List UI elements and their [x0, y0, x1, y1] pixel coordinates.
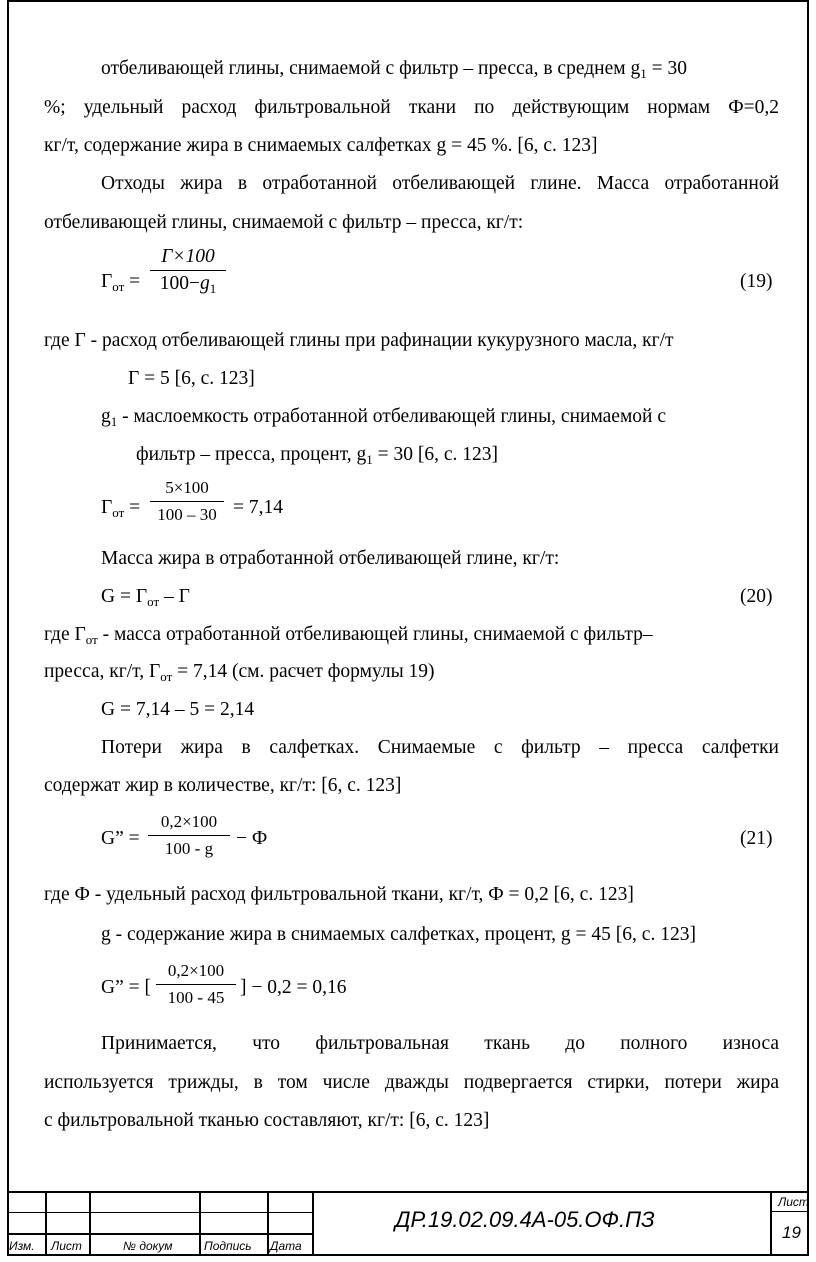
formula-19-number: (19) [740, 271, 773, 292]
def-G-line1: где Г - расход отбеливающей глины при рафинации кукурузного масла, кг/т [44, 330, 674, 351]
p2-line1: Отходы жира в отработанной отбеливающей глине. Масса отработанной [101, 173, 779, 194]
p5-line2: используется трижды, в том числе дважды подвергается стирки, потери жира [44, 1072, 779, 1093]
def-Got-line1: где $Г_{от}$ - масса отработанной отбеливающей глины, снимаемой с фильтр– [44, 624, 653, 647]
calc-19-fraction: 5×100 100 – 30 [150, 475, 224, 528]
sheet-number: 19 [782, 1223, 801, 1242]
formula-21-lhs: G” = [101, 828, 140, 849]
calc-21-fraction: 0,2×100 100 - 45 [156, 958, 236, 1011]
formula-21-number: (21) [740, 828, 773, 849]
p1-line2: %; удельный расход фильтровальной ткани по действующим нормам Ф=0,2 [44, 97, 779, 118]
def-g1-line2: фильтр – пресса, процент, $g_1 = 30$ [6, с. 123] [136, 444, 499, 467]
p1-line3: кг/т, содержание жира в снимаемых салфетках g = 45 %. [6, с. 123] [44, 135, 598, 156]
def-g1-line1: $g_1$ - маслоемкость отработанной отбеливающей глины, снимаемой с [101, 406, 667, 429]
calc-19-lhs: $Г_{от}$ = [101, 497, 141, 520]
p5-line3: с фильтровальной тканью составляют, кг/т: [6, с. 123] [44, 1110, 490, 1131]
p2-line2: отбеливающей глины, снимаемой с фильтр – пресса, кг/т: [44, 212, 524, 233]
p3: Масса жира в отработанной отбеливающей глине, кг/т: [101, 548, 560, 569]
formula-21-fraction: 0,2×100 100 - g [148, 809, 230, 862]
stamp-col-izm: Изм. [9, 1239, 35, 1253]
calc-20: G = 7,14 – 5 = 2,14 [101, 699, 255, 720]
title-block [7, 1191, 809, 1256]
formula-20-number: (20) [740, 586, 773, 607]
calc-19-result: = 7,14 [233, 497, 283, 518]
formula-19-fraction: Г×100 $100-g_1$ [150, 244, 226, 302]
def-Got-line2: пресса, кг/т, $Г_{от} = 7,14$ (см. расчет формулы 19) [44, 661, 435, 684]
document-code: ДР.19.02.09.4А-05.ОФ.ПЗ [395, 1207, 655, 1232]
calc-21-rhs: ] − 0,2 = 0,16 [240, 977, 347, 998]
p4-line2: содержат жир в количестве, кг/т: [6, с. 123] [44, 775, 402, 796]
def-G-line2: Г = 5 [6, с. 123] [128, 368, 255, 389]
calc-21-lhs: G” = [ [101, 977, 151, 998]
stamp-col-sign: Подпись [204, 1239, 252, 1253]
formula-19-lhs: $Г_{от}$ = [101, 271, 141, 294]
formula-20: $G = Г_{от} - Г$ [101, 586, 190, 609]
stamp-col-doc: № докум [123, 1239, 173, 1253]
def-g: g - содержание жира в снимаемых салфетках, процент, g = 45 [6, с. 123] [101, 924, 696, 945]
def-F: где Ф - удельный расход фильтровальной ткани, кг/т, Ф = 0,2 [6, с. 123] [44, 884, 634, 905]
stamp-col-date: Дата [270, 1239, 302, 1253]
formula-21-rhs: − Ф [236, 828, 268, 849]
stamp-col-list: Лист [51, 1239, 82, 1253]
p4-line1: Потери жира в салфетках. Снимаемые с фильтр – пресса салфетки [101, 737, 779, 758]
p1-line1: отбеливающей глины, снимаемой с фильтр – пресса, в среднем $g_1 = 30$ [101, 58, 687, 81]
p5-line1: Принимается, что фильтровальная ткань до полного износа [101, 1033, 779, 1054]
sheet-label: Лист [778, 1195, 809, 1209]
